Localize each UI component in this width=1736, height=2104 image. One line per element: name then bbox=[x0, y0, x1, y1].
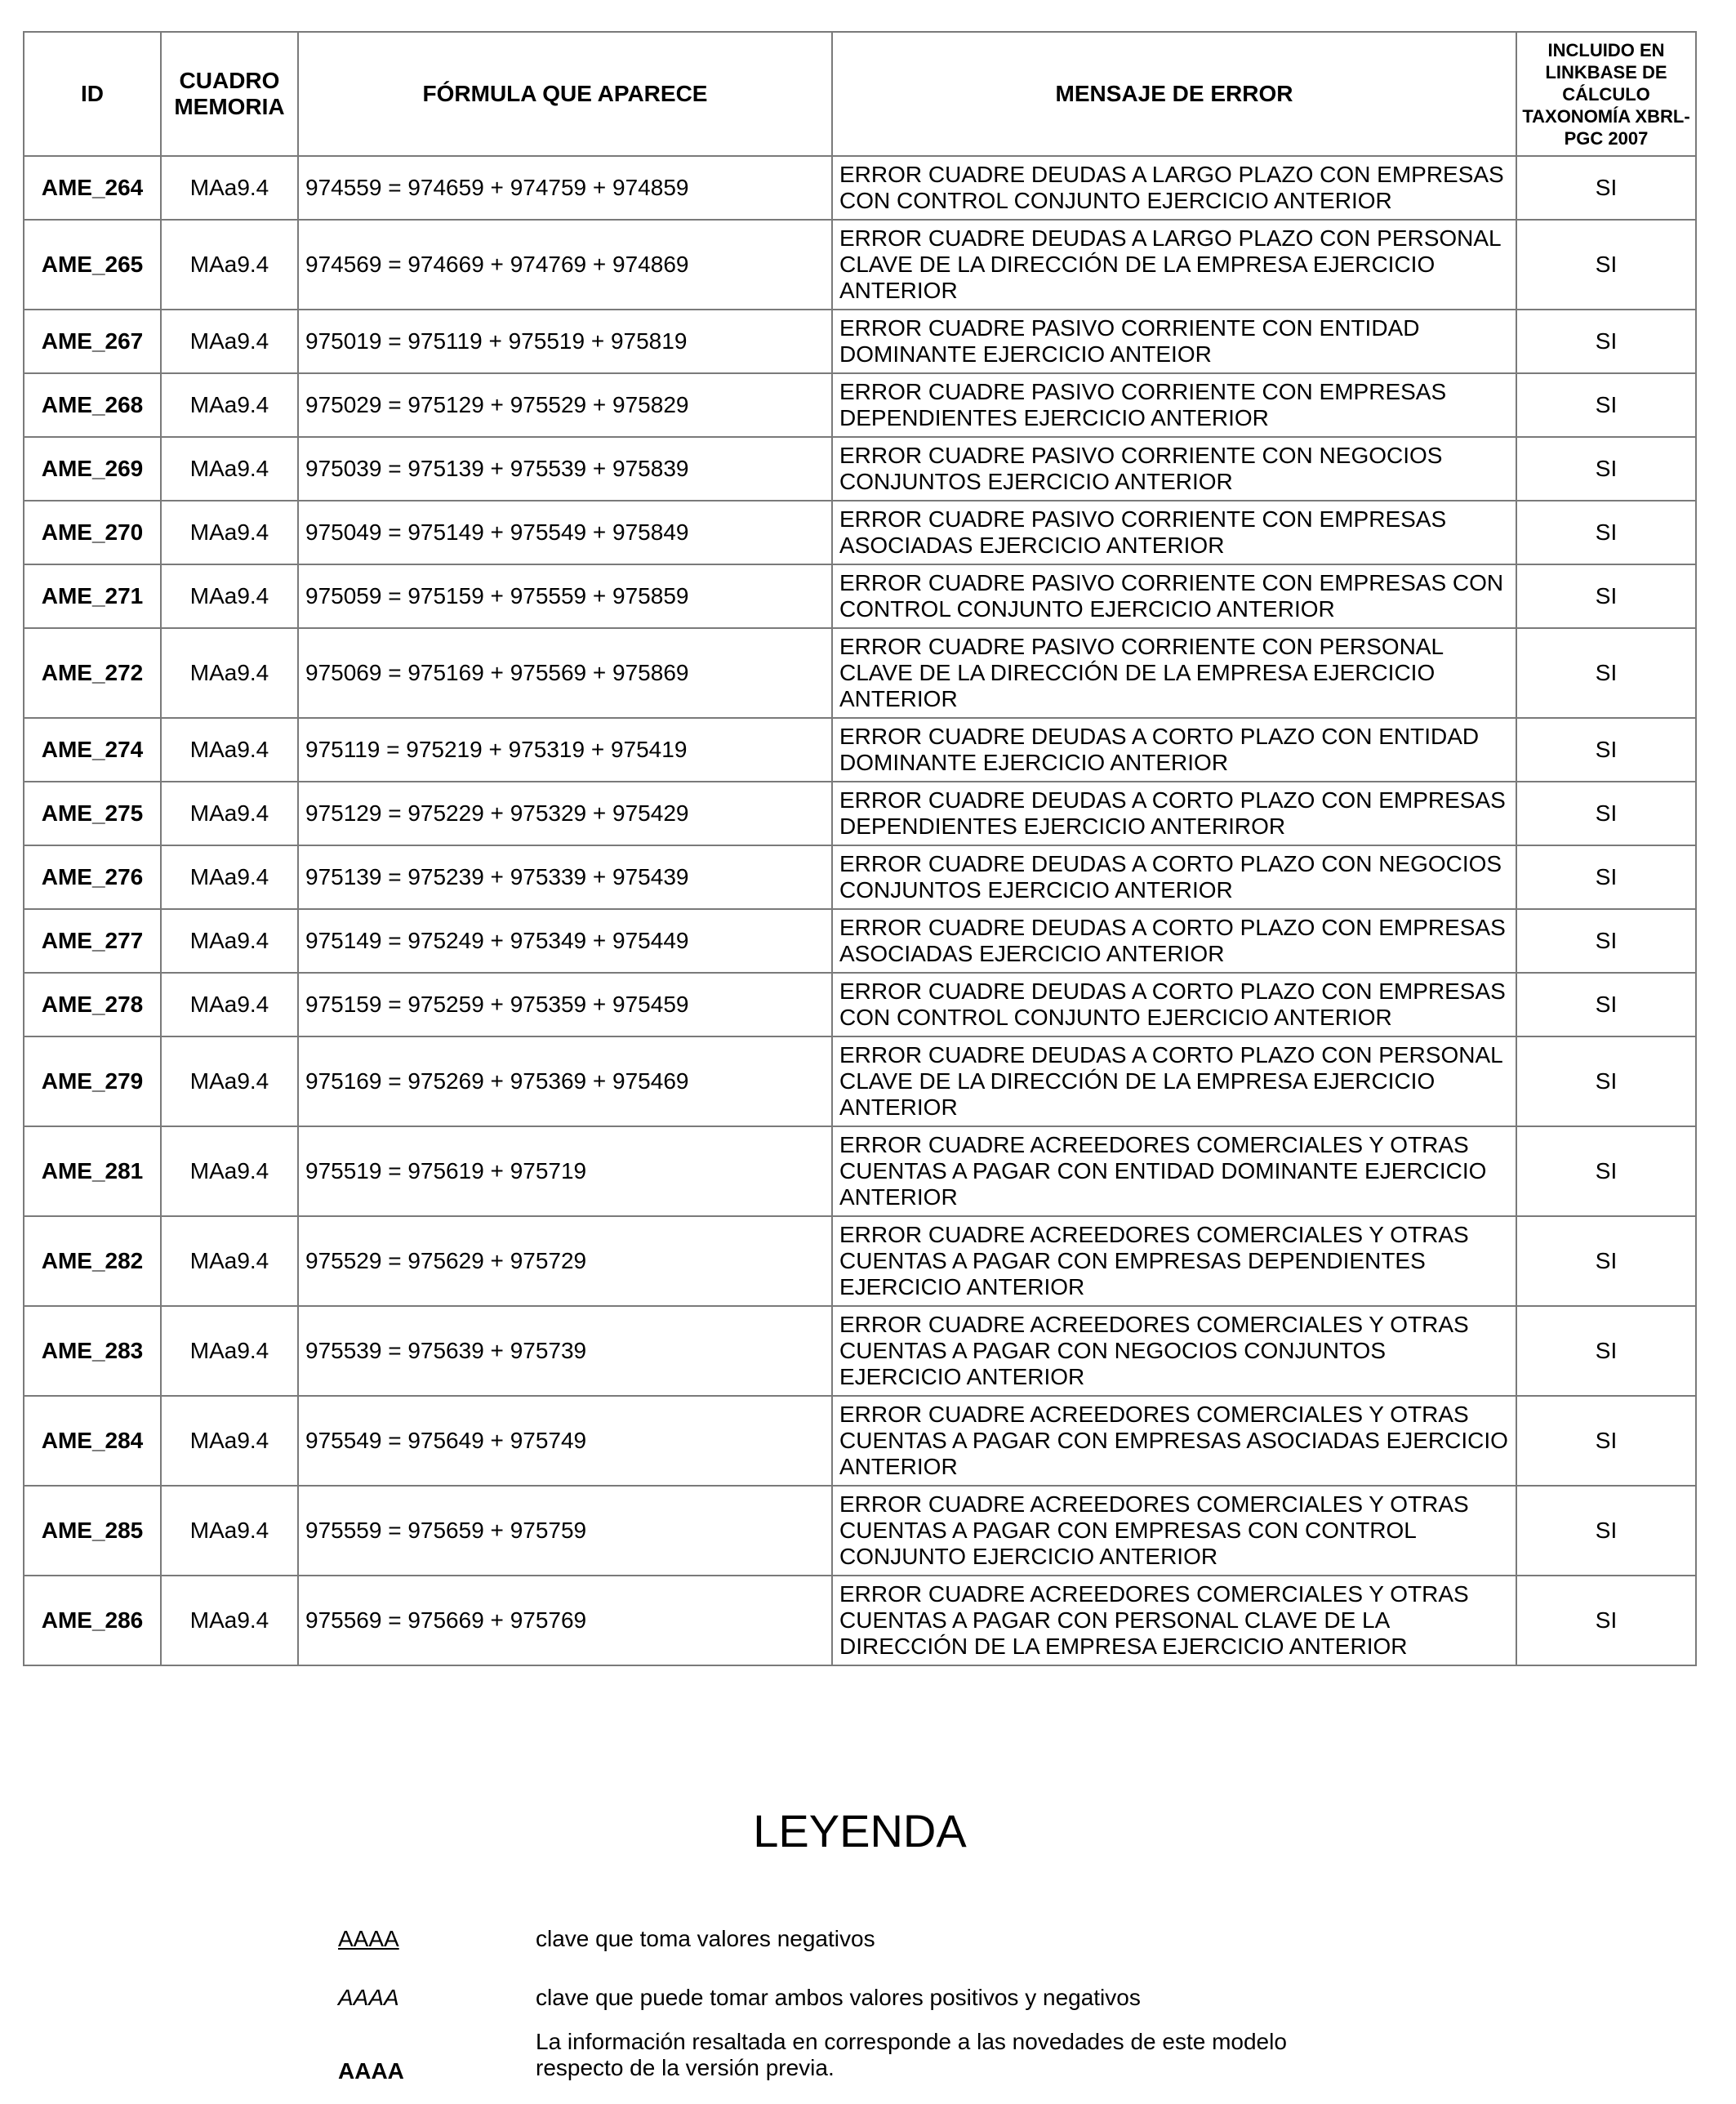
incluido-linkbase-cell: SI bbox=[1516, 628, 1696, 718]
rule-id-cell: AME_265 bbox=[24, 220, 161, 310]
incluido-linkbase-cell: SI bbox=[1516, 782, 1696, 845]
table-row bbox=[24, 156, 1696, 220]
header-id: ID bbox=[24, 32, 161, 156]
incluido-linkbase-cell: SI bbox=[1516, 1576, 1696, 1665]
table-row bbox=[24, 1306, 1696, 1396]
incluido-linkbase-cell: SI bbox=[1516, 1396, 1696, 1486]
incluido-linkbase-cell: SI bbox=[1516, 718, 1696, 782]
error-message-cell: ERROR CUADRE ACREEDORES COMERCIALES Y OTRAS CUENTAS A PAGAR CON PERSONAL CLAVE DE LA DIRECCIÓN DE LA EMPRESA EJERCICIO ANTERIOR bbox=[832, 1576, 1516, 1665]
error-message-cell: ERROR CUADRE DEUDAS A LARGO PLAZO CON PERSONAL CLAVE DE LA DIRECCIÓN DE LA EMPRESA EJERCICIO ANTERIOR bbox=[832, 220, 1516, 310]
formula-cell: 975169 = 975269 + 975369 + 975469 bbox=[298, 1036, 832, 1126]
cuadro-memoria-cell: MAa9.4 bbox=[161, 310, 298, 373]
formula-cell: 974559 = 974659 + 974759 + 974859 bbox=[298, 156, 832, 220]
formula-cell: 975519 = 975619 + 975719 bbox=[298, 1126, 832, 1216]
cuadro-memoria-cell: MAa9.4 bbox=[161, 1306, 298, 1396]
rule-id-cell: AME_279 bbox=[24, 1036, 161, 1126]
table-row bbox=[24, 437, 1696, 501]
cuadro-memoria-cell: MAa9.4 bbox=[161, 437, 298, 501]
error-message-cell: ERROR CUADRE ACREEDORES COMERCIALES Y OTRAS CUENTAS A PAGAR CON EMPRESAS CON CONTROL CONJUNTO EJERCICIO ANTERIOR bbox=[832, 1486, 1516, 1576]
rule-id-cell: AME_276 bbox=[24, 845, 161, 909]
table-row bbox=[24, 718, 1696, 782]
table-row bbox=[24, 628, 1696, 718]
error-rules-table bbox=[23, 31, 1697, 1666]
formula-cell: 975029 = 975129 + 975529 + 975829 bbox=[298, 373, 832, 437]
rule-id-cell: AME_275 bbox=[24, 782, 161, 845]
rule-id-cell: AME_283 bbox=[24, 1306, 161, 1396]
error-message-cell: ERROR CUADRE PASIVO CORRIENTE CON NEGOCIOS CONJUNTOS EJERCICIO ANTERIOR bbox=[832, 437, 1516, 501]
error-message-cell: ERROR CUADRE PASIVO CORRIENTE CON PERSONAL CLAVE DE LA DIRECCIÓN DE LA EMPRESA EJERCICIO ANTERIOR bbox=[832, 628, 1516, 718]
rule-id-cell: AME_282 bbox=[24, 1216, 161, 1306]
cuadro-memoria-cell: MAa9.4 bbox=[161, 909, 298, 973]
incluido-linkbase-cell: SI bbox=[1516, 1486, 1696, 1576]
rule-id-cell: AME_281 bbox=[24, 1126, 161, 1216]
table-body bbox=[24, 156, 1696, 1665]
table-row bbox=[24, 845, 1696, 909]
formula-cell: 975129 = 975229 + 975329 + 975429 bbox=[298, 782, 832, 845]
error-message-cell: ERROR CUADRE DEUDAS A CORTO PLAZO CON EMPRESAS DEPENDIENTES EJERCICIO ANTERIROR bbox=[832, 782, 1516, 845]
error-message-cell: ERROR CUADRE ACREEDORES COMERCIALES Y OTRAS CUENTAS A PAGAR CON ENTIDAD DOMINANTE EJERCICIO ANTERIOR bbox=[832, 1126, 1516, 1216]
legend-title: LEYENDA bbox=[753, 1805, 967, 1857]
incluido-linkbase-cell: SI bbox=[1516, 310, 1696, 373]
rule-id-cell: AME_267 bbox=[24, 310, 161, 373]
formula-cell: 975549 = 975649 + 975749 bbox=[298, 1396, 832, 1486]
header-incluido-linkbase: INCLUIDO EN LINKBASE DE CÁLCULO TAXONOMÍA XBRL-PGC 2007 bbox=[1516, 32, 1696, 156]
table-row bbox=[24, 1216, 1696, 1306]
formula-cell: 975019 = 975119 + 975519 + 975819 bbox=[298, 310, 832, 373]
cuadro-memoria-cell: MAa9.4 bbox=[161, 1216, 298, 1306]
rule-id-cell: AME_269 bbox=[24, 437, 161, 501]
formula-cell: 975559 = 975659 + 975759 bbox=[298, 1486, 832, 1576]
cuadro-memoria-cell: MAa9.4 bbox=[161, 373, 298, 437]
incluido-linkbase-cell: SI bbox=[1516, 1036, 1696, 1126]
formula-cell: 975059 = 975159 + 975559 + 975859 bbox=[298, 564, 832, 628]
rule-id-cell: AME_277 bbox=[24, 909, 161, 973]
formula-cell: 975159 = 975259 + 975359 + 975459 bbox=[298, 973, 832, 1036]
table-row bbox=[24, 909, 1696, 973]
incluido-linkbase-cell: SI bbox=[1516, 437, 1696, 501]
legend-description: clave que puede tomar ambos valores positivos y negativos bbox=[536, 1985, 1141, 2010]
cuadro-memoria-cell: MAa9.4 bbox=[161, 501, 298, 564]
rule-id-cell: AME_284 bbox=[24, 1396, 161, 1486]
error-message-cell: ERROR CUADRE PASIVO CORRIENTE CON EMPRESAS DEPENDIENTES EJERCICIO ANTERIOR bbox=[832, 373, 1516, 437]
incluido-linkbase-cell: SI bbox=[1516, 220, 1696, 310]
incluido-linkbase-cell: SI bbox=[1516, 845, 1696, 909]
cuadro-memoria-cell: MAa9.4 bbox=[161, 845, 298, 909]
header-cuadro-memoria: CUADRO MEMORIA bbox=[161, 32, 298, 156]
legend-key-italic: AAAA bbox=[338, 1985, 399, 2010]
header-formula: FÓRMULA QUE APARECE bbox=[298, 32, 832, 156]
table-row bbox=[24, 1126, 1696, 1216]
rule-id-cell: AME_268 bbox=[24, 373, 161, 437]
cuadro-memoria-cell: MAa9.4 bbox=[161, 782, 298, 845]
legend-description: clave que toma valores negativos bbox=[536, 1926, 875, 1951]
incluido-linkbase-cell: SI bbox=[1516, 1306, 1696, 1396]
error-message-cell: ERROR CUADRE DEUDAS A CORTO PLAZO CON EMPRESAS CON CONTROL CONJUNTO EJERCICIO ANTERIOR bbox=[832, 973, 1516, 1036]
cuadro-memoria-cell: MAa9.4 bbox=[161, 1036, 298, 1126]
cuadro-memoria-cell: MAa9.4 bbox=[161, 1396, 298, 1486]
incluido-linkbase-cell: SI bbox=[1516, 156, 1696, 220]
formula-cell: 975149 = 975249 + 975349 + 975449 bbox=[298, 909, 832, 973]
error-message-cell: ERROR CUADRE DEUDAS A CORTO PLAZO CON ENTIDAD DOMINANTE EJERCICIO ANTERIOR bbox=[832, 718, 1516, 782]
cuadro-memoria-cell: MAa9.4 bbox=[161, 973, 298, 1036]
formula-cell: 975529 = 975629 + 975729 bbox=[298, 1216, 832, 1306]
cuadro-memoria-cell: MAa9.4 bbox=[161, 1126, 298, 1216]
legend-key-underlined: AAAA bbox=[338, 1926, 399, 1951]
legend-key-bold: AAAA bbox=[338, 2058, 404, 2084]
incluido-linkbase-cell: SI bbox=[1516, 909, 1696, 973]
header-mensaje-error: MENSAJE DE ERROR bbox=[832, 32, 1516, 156]
formula-cell: 975539 = 975639 + 975739 bbox=[298, 1306, 832, 1396]
rule-id-cell: AME_285 bbox=[24, 1486, 161, 1576]
error-message-cell: ERROR CUADRE ACREEDORES COMERCIALES Y OTRAS CUENTAS A PAGAR CON NEGOCIOS CONJUNTOS EJERCICIO ANTERIOR bbox=[832, 1306, 1516, 1396]
cuadro-memoria-cell: MAa9.4 bbox=[161, 628, 298, 718]
table-row bbox=[24, 782, 1696, 845]
table-row bbox=[24, 973, 1696, 1036]
table-header-row bbox=[24, 32, 1696, 156]
table-row bbox=[24, 1036, 1696, 1126]
cuadro-memoria-cell: MAa9.4 bbox=[161, 220, 298, 310]
cuadro-memoria-cell: MAa9.4 bbox=[161, 156, 298, 220]
rule-id-cell: AME_264 bbox=[24, 156, 161, 220]
incluido-linkbase-cell: SI bbox=[1516, 1126, 1696, 1216]
incluido-linkbase-cell: SI bbox=[1516, 1216, 1696, 1306]
table-row bbox=[24, 1576, 1696, 1665]
rule-id-cell: AME_274 bbox=[24, 718, 161, 782]
incluido-linkbase-cell: SI bbox=[1516, 373, 1696, 437]
rule-id-cell: AME_278 bbox=[24, 973, 161, 1036]
cuadro-memoria-cell: MAa9.4 bbox=[161, 718, 298, 782]
error-message-cell: ERROR CUADRE DEUDAS A CORTO PLAZO CON PERSONAL CLAVE DE LA DIRECCIÓN DE LA EMPRESA EJERCICIO ANTERIOR bbox=[832, 1036, 1516, 1126]
error-message-cell: ERROR CUADRE DEUDAS A CORTO PLAZO CON NEGOCIOS CONJUNTOS EJERCICIO ANTERIOR bbox=[832, 845, 1516, 909]
cuadro-memoria-cell: MAa9.4 bbox=[161, 564, 298, 628]
incluido-linkbase-cell: SI bbox=[1516, 973, 1696, 1036]
error-message-cell: ERROR CUADRE ACREEDORES COMERCIALES Y OTRAS CUENTAS A PAGAR CON EMPRESAS DEPENDIENTES EJERCICIO ANTERIOR bbox=[832, 1216, 1516, 1306]
formula-cell: 975069 = 975169 + 975569 + 975869 bbox=[298, 628, 832, 718]
rule-id-cell: AME_271 bbox=[24, 564, 161, 628]
error-message-cell: ERROR CUADRE PASIVO CORRIENTE CON EMPRESAS ASOCIADAS EJERCICIO ANTERIOR bbox=[832, 501, 1516, 564]
error-message-cell: ERROR CUADRE PASIVO CORRIENTE CON ENTIDAD DOMINANTE EJERCICIO ANTEIOR bbox=[832, 310, 1516, 373]
table-row bbox=[24, 310, 1696, 373]
incluido-linkbase-cell: SI bbox=[1516, 501, 1696, 564]
legend-description: La información resaltada en corresponde a las novedades de este modelo respecto de la versión previa. bbox=[536, 2029, 1287, 2080]
error-message-cell: ERROR CUADRE DEUDAS A CORTO PLAZO CON EMPRESAS ASOCIADAS EJERCICIO ANTERIOR bbox=[832, 909, 1516, 973]
rule-id-cell: AME_270 bbox=[24, 501, 161, 564]
table-row bbox=[24, 373, 1696, 437]
table-row bbox=[24, 220, 1696, 310]
table-row bbox=[24, 501, 1696, 564]
rule-id-cell: AME_286 bbox=[24, 1576, 161, 1665]
cuadro-memoria-cell: MAa9.4 bbox=[161, 1486, 298, 1576]
error-message-cell: ERROR CUADRE PASIVO CORRIENTE CON EMPRESAS CON CONTROL CONJUNTO EJERCICIO ANTERIOR bbox=[832, 564, 1516, 628]
table-row bbox=[24, 564, 1696, 628]
error-message-cell: ERROR CUADRE ACREEDORES COMERCIALES Y OTRAS CUENTAS A PAGAR CON EMPRESAS ASOCIADAS EJERCICIO ANTERIOR bbox=[832, 1396, 1516, 1486]
formula-cell: 975039 = 975139 + 975539 + 975839 bbox=[298, 437, 832, 501]
incluido-linkbase-cell: SI bbox=[1516, 564, 1696, 628]
formula-cell: 975119 = 975219 + 975319 + 975419 bbox=[298, 718, 832, 782]
error-message-cell: ERROR CUADRE DEUDAS A LARGO PLAZO CON EMPRESAS CON CONTROL CONJUNTO EJERCICIO ANTERIOR bbox=[832, 156, 1516, 220]
table-row bbox=[24, 1486, 1696, 1576]
formula-cell: 975049 = 975149 + 975549 + 975849 bbox=[298, 501, 832, 564]
formula-cell: 975139 = 975239 + 975339 + 975439 bbox=[298, 845, 832, 909]
cuadro-memoria-cell: MAa9.4 bbox=[161, 1576, 298, 1665]
rule-id-cell: AME_272 bbox=[24, 628, 161, 718]
formula-cell: 975569 = 975669 + 975769 bbox=[298, 1576, 832, 1665]
formula-cell: 974569 = 974669 + 974769 + 974869 bbox=[298, 220, 832, 310]
table-row bbox=[24, 1396, 1696, 1486]
